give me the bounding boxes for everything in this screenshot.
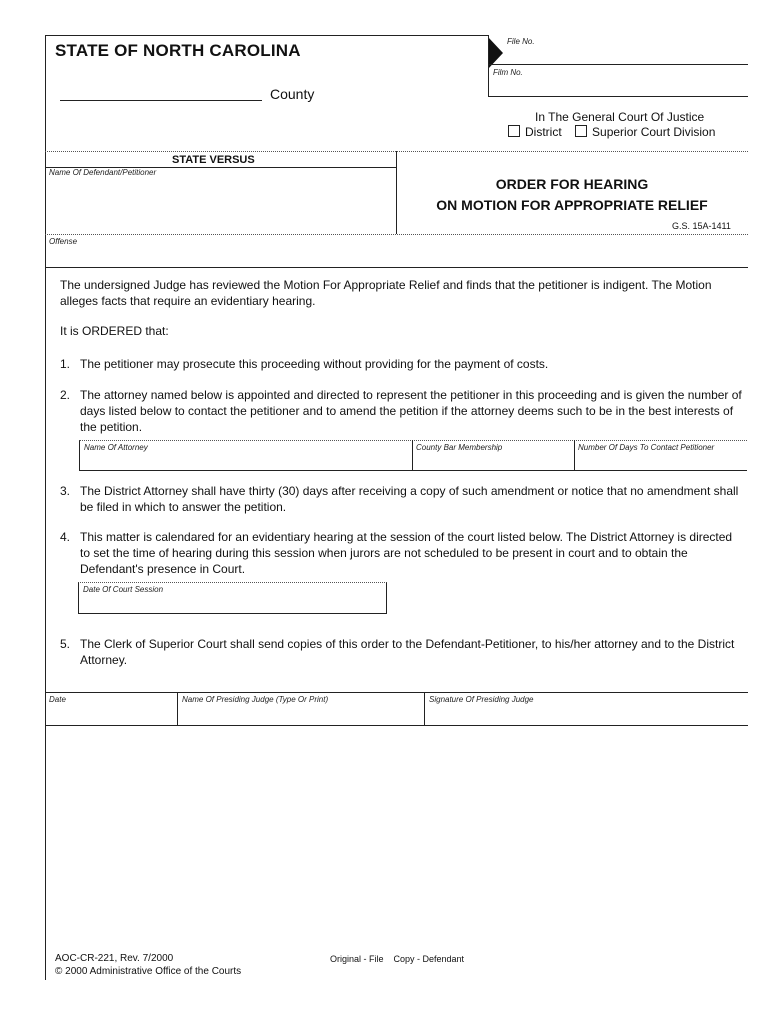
superior-checkbox[interactable]	[575, 125, 587, 137]
court-session-label: Date Of Court Session	[83, 585, 164, 594]
ordered-heading: It is ORDERED that:	[60, 324, 169, 338]
judge-name-field[interactable]	[180, 705, 422, 723]
bar-membership-field[interactable]	[414, 453, 572, 469]
copyright: © 2000 Administrative Office of the Courts	[55, 966, 242, 977]
contact-days-label: Number Of Days To Contact Petitioner	[578, 443, 715, 452]
form-id: AOC-CR-221, Rev. 7/2000	[55, 953, 174, 964]
offense-field[interactable]	[46, 246, 746, 267]
item-3-number: 3.	[60, 484, 71, 498]
item-1-text: The petitioner may prosecute this proceeding without providing for the payment of costs.	[80, 357, 549, 371]
judge-signature-label: Signature Of Presiding Judge	[429, 695, 534, 704]
left-border	[45, 35, 46, 980]
item-2-text: The attorney named below is appointed and directed to represent the petitioner in this proceeding and is given the number of days listed below to contact the petitioner and to amend the petition if the attorney deems such to be in the best interests of the petition.	[80, 388, 742, 434]
district-checkbox[interactable]	[508, 125, 520, 137]
defendant-label: Name Of Defendant/Petitioner	[49, 168, 157, 177]
bar-membership-label: County Bar Membership	[416, 443, 503, 452]
superior-label: Superior Court Division	[592, 125, 716, 139]
film-no-label: Film No.	[493, 68, 523, 77]
film-no-field[interactable]	[488, 96, 748, 97]
offense-bottom-line	[45, 267, 748, 268]
court-division-row	[508, 125, 715, 139]
item-5-number: 5.	[60, 637, 71, 651]
item-5-text: The Clerk of Superior Court shall send copies of this order to the Defendant-Petitioner, to his/her attorney and to the District Attorney.	[80, 637, 735, 667]
attorney-name-label: Name Of Attorney	[84, 443, 148, 452]
parties-vertical-divider	[396, 151, 397, 234]
top-border	[45, 35, 488, 36]
statute-ref: G.S. 15A-1411	[672, 221, 731, 231]
item-4-number: 4.	[60, 530, 71, 544]
offense-divider	[45, 234, 748, 235]
attorney-name-field[interactable]	[81, 453, 410, 469]
intro-paragraph: The undersigned Judge has reviewed the Motion For Appropriate Relief and finds that the petitioner is indigent. The Motion alleges facts that require an evidentiary hearing.	[60, 278, 712, 308]
date-label: Date	[49, 695, 66, 704]
defendant-field[interactable]	[46, 178, 396, 233]
file-no-label: File No.	[507, 37, 535, 46]
court-title: In The General Court Of Justice	[535, 110, 705, 124]
date-field[interactable]	[47, 705, 175, 723]
county-label: County	[270, 86, 315, 102]
offense-label: Offense	[49, 237, 78, 246]
item-2-number: 2.	[60, 388, 71, 402]
file-no-field[interactable]	[488, 64, 748, 65]
attorney-col-divider-2	[574, 440, 575, 471]
order-title-line1: ORDER FOR HEARING	[495, 176, 649, 192]
distribution-note: Original - File Copy - Defendant	[330, 954, 465, 964]
judge-signature-field[interactable]	[427, 705, 747, 723]
judge-name-label: Name Of Presiding Judge (Type Or Print)	[182, 695, 329, 704]
signature-top-line	[45, 692, 748, 693]
file-box-left	[488, 35, 489, 97]
state-versus-label: STATE VERSUS	[172, 154, 255, 166]
item-3-text: The District Attorney shall have thirty (30) days after receiving a copy of such amendment or notice that no amendment shall be filed in which to answer the petition.	[80, 484, 739, 514]
signature-bottom-line	[45, 725, 748, 726]
county-field[interactable]	[60, 100, 262, 101]
order-title-line2: ON MOTION FOR APPROPRIATE RELIEF	[436, 197, 708, 213]
item-1-number: 1.	[60, 357, 71, 371]
district-label: District	[525, 125, 562, 139]
attorney-col-divider-1	[412, 440, 413, 471]
state-title: STATE OF NORTH CAROLINA	[55, 41, 301, 60]
contact-days-field[interactable]	[576, 453, 746, 469]
signature-divider-1	[177, 692, 178, 725]
signature-divider-2	[424, 692, 425, 725]
item-4-text: This matter is calendared for an evidentiary hearing at the session of the court listed below. The District Attorney is directed to set the time of hearing during this session when jurors are not scheduled to be present in court and to obtain the Defendant's presence in Court.	[80, 530, 733, 576]
